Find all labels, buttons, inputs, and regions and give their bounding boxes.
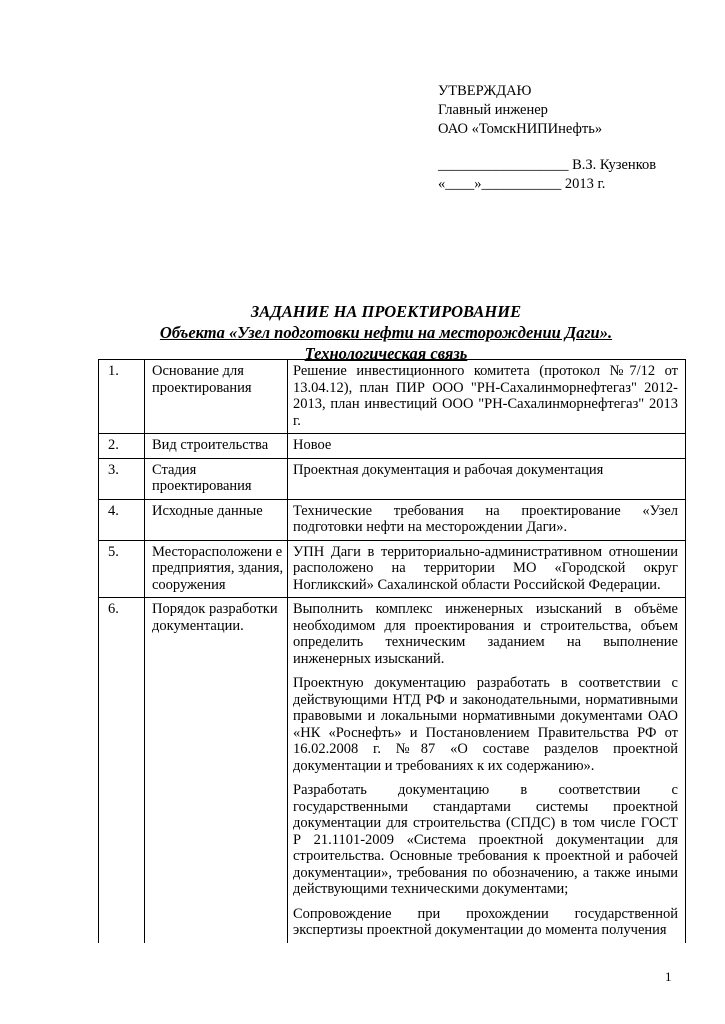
row-number: 2. [99, 434, 145, 459]
approval-gap [438, 139, 656, 156]
row-paragraph: Проектную документацию разработать в соответствии с действующими НТД РФ и законодательными, нормативными правовыми и локальными нормативными документами ОАО «НК «Роснефть» и Постановлением Правительства РФ от 16.02.2008 г. №87 «О составе разделов проектной документации и требованиях к их содержанию». [293, 675, 678, 774]
approval-position: Главный инженер [438, 102, 548, 118]
table-row [99, 360, 686, 434]
row-paragraph: Сопровождение при прохождении государственной экспертизы проектной документации до момента получения [293, 905, 678, 938]
row-content [288, 598, 686, 943]
row-content [288, 434, 686, 459]
row-paragraph: Проектная документация и рабочая документация [293, 461, 604, 478]
table-row [99, 434, 686, 459]
row-content [288, 458, 686, 499]
approval-block [438, 82, 656, 194]
row-name: Месторасположени е предприятия, здания, сооружения [145, 540, 288, 598]
object-title: Объекта «Узел подготовки нефти на месторождении Даги». [159, 323, 613, 342]
row-paragraph: Технические требования на проектирование «Узел подготовки нефти на месторождении Даги». [293, 502, 678, 535]
table-row [99, 458, 686, 499]
table-row [99, 598, 686, 943]
document-titles [90, 301, 682, 364]
approval-heading: УТВЕРЖДАЮ [438, 83, 532, 99]
row-paragraph: Разработать документацию в соответствии с государственными стандартами системы проектной документации для строительства (СПДС) в том числе ГОСТ Р 21.1101-2009 «Система проектной документации для строительства. Основные требования к проектной и рабочей документации», требования по обозначению, а также иными действующими техническими документами; [293, 782, 678, 897]
approval-org: ОАО «ТомскНИПИнефть» [438, 121, 603, 137]
row-name: Основание для проектирования [145, 360, 288, 434]
approval-date-line: «____»___________ 2013 г. [438, 176, 606, 192]
table-row [99, 540, 686, 598]
row-content [288, 499, 686, 540]
row-name: Порядок разработки документации. [145, 598, 288, 943]
row-name: Стадия проектирования [145, 458, 288, 499]
row-content [288, 540, 686, 598]
row-number: 1. [99, 360, 145, 434]
row-paragraph: Новое [293, 437, 332, 453]
page-number: 1 [665, 969, 672, 984]
table-row [99, 499, 686, 540]
row-name: Исходные данные [145, 499, 288, 540]
row-number: 5. [99, 540, 145, 598]
row-number: 4. [99, 499, 145, 540]
row-paragraph: УПН Даги в территориально-административном отношении расположено на территории МО «Городской округ Ногликский» Сахалинской области Российской Федерации. [293, 543, 678, 593]
approval-signature-line: __________________ В.З. Кузенков [438, 157, 657, 173]
document-title: ЗАДАНИЕ НА ПРОЕКТИРОВАНИЕ [250, 302, 522, 321]
task-table [98, 359, 686, 943]
row-number: 3. [99, 458, 145, 499]
object-subtitle: Технологическая связь [304, 344, 468, 363]
row-name: Вид строительства [145, 434, 288, 459]
row-number: 6. [99, 598, 145, 943]
row-paragraph: Выполнить комплекс инженерных изысканий в объёме необходимом для проектирования и строительства, объем определить техническим заданием на выполнение инженерных изысканий. [293, 601, 678, 667]
row-paragraph: Решение инвестиционного комитета (протокол №7/12 от 13.04.12), план ПИР ООО "РН-Сахалинморнефтегаз" 2012-2013, план инвестиций ООО "РН-Сахалинморнефтегаз" 2013 г. [293, 363, 678, 429]
row-content [288, 360, 686, 434]
